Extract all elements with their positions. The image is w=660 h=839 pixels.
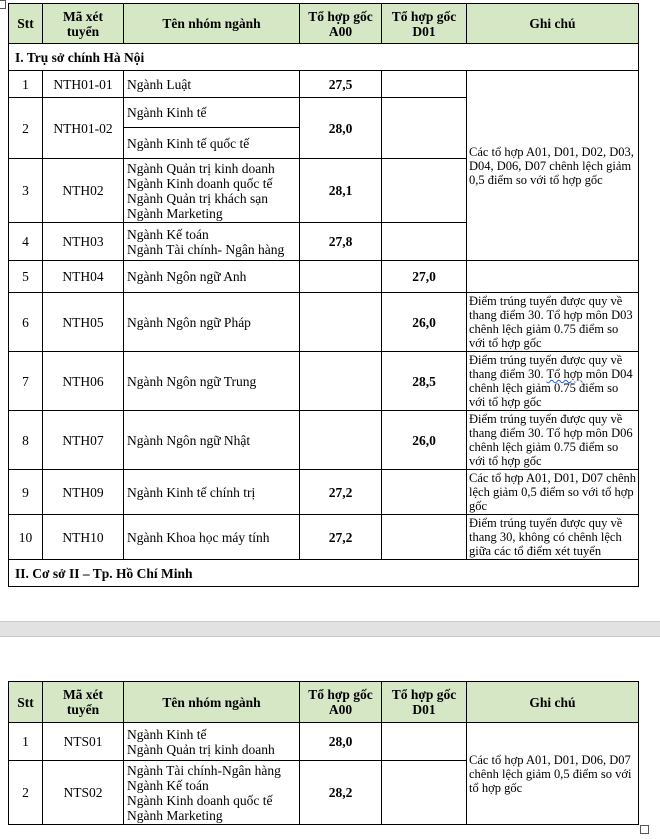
a00-score-cell: 28,0 <box>300 98 382 159</box>
table-header-row <box>9 4 639 44</box>
table-row <box>9 515 639 560</box>
resize-handle-icon[interactable] <box>640 825 649 834</box>
stt-cell: 6 <box>9 293 43 352</box>
note-cell-rows-1-4: Các tổ hợp A01, D01, D02, D03, D04, D06, D07 chênh lệch giảm 0,5 điểm so với tổ hợp gốc <box>467 71 639 261</box>
nganh-cell <box>124 515 300 560</box>
table-row <box>9 293 639 352</box>
d01-score-cell <box>382 723 467 761</box>
nganh-cell <box>124 223 300 261</box>
ma-xet-tuyen-cell: NTH01-02 <box>43 98 124 159</box>
stt-cell: 10 <box>9 515 43 560</box>
admission-score-table-hanoi <box>8 3 639 587</box>
header-to-hop-a00: Tổ hợp gốc A00 <box>300 682 382 723</box>
nganh-name: Ngành Tài chính-Ngân hàng <box>127 762 281 778</box>
nganh-name: Ngành Tài chính- Ngân hàng <box>127 241 285 257</box>
nganh-cell <box>124 761 300 825</box>
nganh-subcell <box>124 98 299 128</box>
note-text: môn D04 chênh lệch giảm 0.75 điểm so với tổ hợp gốc <box>469 367 633 409</box>
note-cell: Điểm trúng tuyển được quy về thang điểm 30. Tổ hợp môn D06 chênh lệch giảm 0.75 điểm so với tổ hợp gốc <box>467 411 639 470</box>
nganh-name: Ngành Marketing <box>127 807 223 823</box>
nganh-name: Ngành Quản trị kinh doanh <box>127 741 275 757</box>
nganh-name: Ngành Kế toán <box>127 777 209 793</box>
table-row <box>9 71 639 98</box>
ma-xet-tuyen-cell: NTH04 <box>43 261 124 293</box>
table-row <box>9 723 639 761</box>
stt-cell: 9 <box>9 470 43 515</box>
stt-cell: 1 <box>9 723 43 761</box>
ma-xet-tuyen-cell: NTS02 <box>43 761 124 825</box>
nganh-cell <box>124 470 300 515</box>
stt-cell: 4 <box>9 223 43 261</box>
section-title-hcm: II. Cơ sở II – Tp. Hồ Chí Minh <box>9 560 639 587</box>
stt-cell: 5 <box>9 261 43 293</box>
d01-score-cell: 26,0 <box>382 411 467 470</box>
nganh-cell <box>124 411 300 470</box>
nganh-name: Ngành Ngôn ngữ Trung <box>127 373 257 389</box>
ma-xet-tuyen-cell: NTH10 <box>43 515 124 560</box>
section-row <box>9 560 639 587</box>
ma-xet-tuyen-cell: NTH03 <box>43 223 124 261</box>
d01-score-cell <box>382 761 467 825</box>
a00-score-cell: 28,2 <box>300 761 382 825</box>
nganh-cell <box>124 261 300 293</box>
ma-xet-tuyen-cell: NTS01 <box>43 723 124 761</box>
table-row <box>9 470 639 515</box>
stt-cell: 2 <box>9 761 43 825</box>
a00-score-cell <box>300 411 382 470</box>
nganh-name: Ngành Kinh tế quốc tế <box>127 135 250 151</box>
table-row <box>9 261 639 293</box>
note-cell: Các tổ hợp A01, D01, D07 chênh lệch giảm 0,5 điểm so với tổ hợp gốc <box>467 470 639 515</box>
nganh-name: Ngành Ngôn ngữ Nhật <box>127 432 251 448</box>
nganh-cell <box>124 723 300 761</box>
ma-xet-tuyen-cell: NTH07 <box>43 411 124 470</box>
header-ghi-chu: Ghi chú <box>467 682 639 723</box>
nganh-cell <box>124 293 300 352</box>
header-ma-xet-tuyen: Mã xét tuyển <box>43 4 124 44</box>
ma-xet-tuyen-cell: NTH01-01 <box>43 71 124 98</box>
header-ghi-chu: Ghi chú <box>467 4 639 44</box>
header-ten-nhom-nganh: Tên nhóm ngành <box>124 4 300 44</box>
a00-score-cell <box>300 352 382 411</box>
ma-xet-tuyen-cell: NTH05 <box>43 293 124 352</box>
page-break-gap <box>0 621 660 637</box>
a00-score-cell: 27,2 <box>300 515 382 560</box>
nganh-cell <box>124 71 300 98</box>
nganh-name: Ngành Kinh doanh quốc tế <box>127 175 273 191</box>
nganh-name: Ngành Ngôn ngữ Anh <box>127 269 247 284</box>
header-stt: Stt <box>9 682 43 723</box>
a00-score-cell: 28,0 <box>300 723 382 761</box>
admission-score-table-hcm <box>8 681 639 825</box>
note-text: Điểm trúng tuyển được quy về thang điểm 30. <box>469 353 623 381</box>
spellcheck-marked-text: Tổ hợp <box>546 367 583 381</box>
nganh-name: Ngành Kinh tế chính trị <box>127 484 256 500</box>
nganh-name: Ngành Quản trị khách sạn <box>127 190 268 206</box>
d01-score-cell <box>382 98 467 159</box>
nganh-cell <box>124 352 300 411</box>
nganh-name: Ngành Luật <box>127 76 192 92</box>
note-cell <box>467 352 639 411</box>
ma-xet-tuyen-cell: NTH02 <box>43 159 124 223</box>
ma-xet-tuyen-cell: NTH06 <box>43 352 124 411</box>
nganh-name: Ngành Kinh tế <box>127 105 207 120</box>
nganh-name: Ngành Quản trị kinh doanh <box>127 160 275 176</box>
d01-score-cell <box>382 515 467 560</box>
a00-score-cell: 27,2 <box>300 470 382 515</box>
resize-handle-icon[interactable] <box>0 0 6 9</box>
table-row <box>9 411 639 470</box>
d01-score-cell: 27,0 <box>382 261 467 293</box>
a00-score-cell <box>300 261 382 293</box>
d01-score-cell: 26,0 <box>382 293 467 352</box>
a00-score-cell <box>300 293 382 352</box>
nganh-name: Ngành Marketing <box>127 205 223 221</box>
nganh-name: Ngành Kinh doanh quốc tế <box>127 792 273 808</box>
header-to-hop-d01: Tổ hợp gốc D01 <box>382 682 467 723</box>
nganh-name: Ngành Kế toán <box>127 226 209 242</box>
header-stt: Stt <box>9 4 43 44</box>
table-header-row <box>9 682 639 723</box>
document-page-2 <box>0 637 660 839</box>
note-cell <box>467 261 639 293</box>
d01-score-cell <box>382 159 467 223</box>
header-ten-nhom-nganh: Tên nhóm ngành <box>124 682 300 723</box>
ma-xet-tuyen-cell: NTH09 <box>43 470 124 515</box>
table-row <box>9 352 639 411</box>
nganh-subcell <box>124 128 299 158</box>
d01-score-cell: 28,5 <box>382 352 467 411</box>
header-to-hop-a00: Tổ hợp gốc A00 <box>300 4 382 44</box>
nganh-name: Ngành Khoa học máy tính <box>127 529 270 545</box>
nganh-cell <box>124 159 300 223</box>
header-to-hop-d01: Tổ hợp gốc D01 <box>382 4 467 44</box>
stt-cell: 2 <box>9 98 43 159</box>
d01-score-cell <box>382 470 467 515</box>
a00-score-cell: 27,5 <box>300 71 382 98</box>
stt-cell: 3 <box>9 159 43 223</box>
d01-score-cell <box>382 71 467 98</box>
stt-cell: 1 <box>9 71 43 98</box>
section-title-hanoi: I. Trụ sở chính Hà Nội <box>9 44 639 71</box>
note-cell-rows-1-2: Các tổ hợp A01, D01, D06, D07 chênh lệch giảm 0,5 điểm so với tổ hợp gốc <box>467 723 639 825</box>
section-row <box>9 44 639 71</box>
a00-score-cell: 28,1 <box>300 159 382 223</box>
nganh-cell <box>124 98 300 159</box>
d01-score-cell <box>382 223 467 261</box>
a00-score-cell: 27,8 <box>300 223 382 261</box>
stt-cell: 7 <box>9 352 43 411</box>
nganh-name: Ngành Kinh tế <box>127 726 207 742</box>
note-cell: Điểm trúng tuyển được quy về thang điểm 30. Tổ hợp môn D03 chênh lệch giảm 0.75 điểm so với tổ hợp gốc <box>467 293 639 352</box>
note-cell: Điểm trúng tuyển được quy về thang 30, không có chênh lệch giữa các tổ điểm xét tuyển <box>467 515 639 560</box>
header-ma-xet-tuyen: Mã xét tuyển <box>43 682 124 723</box>
stt-cell: 8 <box>9 411 43 470</box>
nganh-name: Ngành Ngôn ngữ Pháp <box>127 314 251 330</box>
